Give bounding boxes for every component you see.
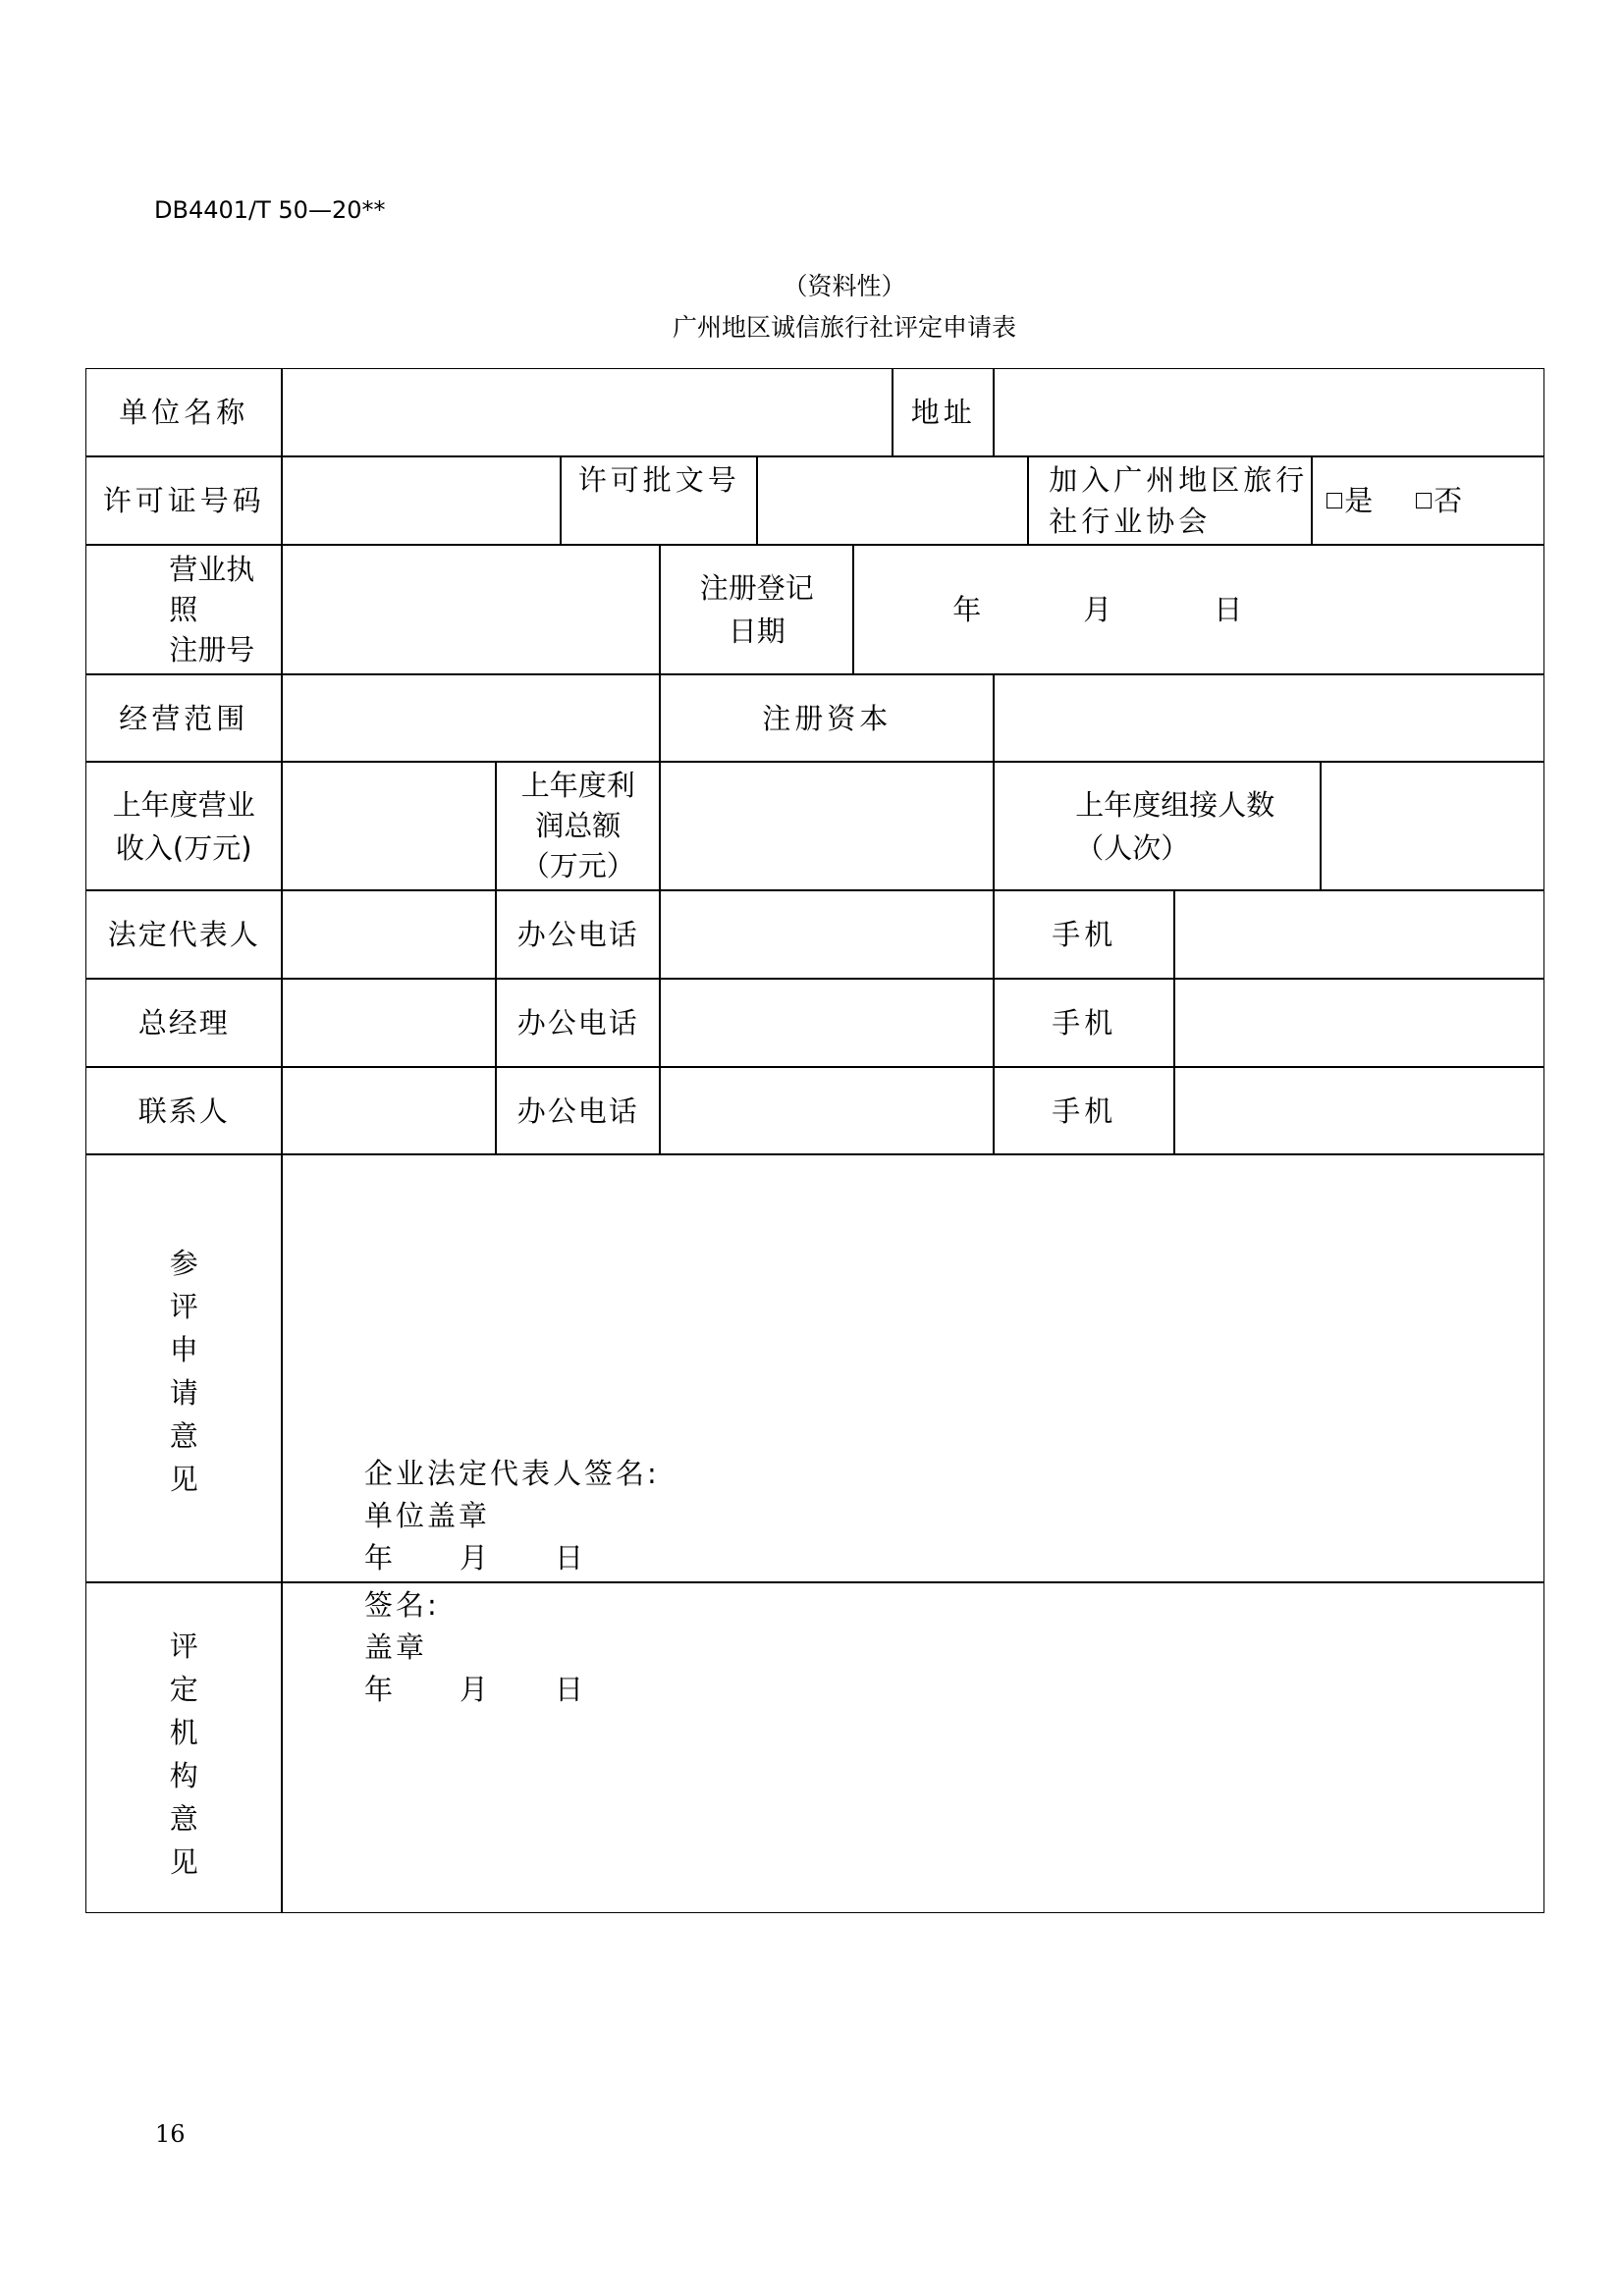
business-scope-label: 经营范围 — [85, 674, 282, 762]
association-choice — [1312, 456, 1544, 545]
label-line: 营业执 — [169, 552, 255, 586]
office-phone-label: 办公电话 — [496, 890, 660, 979]
label-char: 机 — [169, 1716, 198, 1750]
office-phone-label: 办公电话 — [496, 979, 660, 1067]
label-char: 见 — [169, 1463, 198, 1497]
label-line: （万元） — [520, 849, 635, 883]
contact-person-label: 联系人 — [85, 1067, 282, 1154]
legal-rep-label: 法定代表人 — [85, 890, 282, 979]
license-no-label: 许可证号码 — [85, 456, 282, 545]
business-license-field[interactable] — [282, 545, 660, 674]
general-manager-label: 总经理 — [85, 979, 282, 1067]
label-line: 润总额 — [535, 809, 622, 843]
profit-field[interactable] — [660, 762, 994, 890]
evaluator-signature-line: 签名: — [364, 1588, 440, 1622]
label-line: 收入(万元) — [115, 830, 252, 865]
revenue-label — [85, 762, 282, 890]
unit-name-field[interactable] — [282, 368, 893, 456]
visitors-field[interactable] — [1321, 762, 1544, 890]
label-char: 构 — [169, 1759, 198, 1793]
unit-name-label: 单位名称 — [85, 368, 282, 456]
legal-rep-name-field[interactable] — [282, 890, 496, 979]
form-subtitle: （资料性） — [783, 272, 906, 300]
year-label: 年 — [952, 593, 986, 627]
address-field[interactable] — [994, 368, 1544, 456]
business-scope-field[interactable] — [282, 674, 660, 762]
month-label: 月 — [460, 1541, 492, 1575]
day-label: 日 — [555, 1673, 587, 1706]
form-title: 广州地区诚信旅行社评定申请表 — [672, 313, 1016, 342]
office-phone-label: 办公电话 — [496, 1067, 660, 1154]
general-manager-office-phone-field[interactable] — [660, 979, 994, 1067]
label-line: 上年度利 — [520, 769, 635, 803]
applicant-seal-line: 单位盖章 — [364, 1499, 491, 1532]
association-no-option[interactable] — [1416, 480, 1466, 521]
month-label: 月 — [1083, 593, 1116, 627]
evaluator-seal-line: 盖章 — [364, 1630, 428, 1664]
label-char: 见 — [169, 1845, 198, 1880]
visitors-label — [994, 762, 1321, 890]
label-char: 定 — [169, 1673, 198, 1707]
revenue-field[interactable] — [282, 762, 496, 890]
registered-capital-field[interactable] — [994, 674, 1544, 762]
page-number: 16 — [155, 2120, 186, 2148]
label-line: 注册号 — [169, 632, 255, 667]
day-label: 日 — [1214, 593, 1247, 627]
month-label: 月 — [460, 1673, 492, 1706]
reg-date-field[interactable] — [853, 545, 1544, 674]
label-char: 评 — [169, 1290, 198, 1324]
association-yes-option[interactable] — [1326, 480, 1377, 521]
business-license-label — [85, 545, 282, 674]
association-label: 加入广州地区旅行社行业协会 — [1028, 456, 1312, 545]
contact-person-mobile-field[interactable] — [1174, 1067, 1544, 1154]
mobile-label: 手机 — [994, 979, 1174, 1067]
year-label: 年 — [364, 1541, 397, 1575]
general-manager-name-field[interactable] — [282, 979, 496, 1067]
label-char: 参 — [169, 1247, 198, 1281]
general-manager-mobile-field[interactable] — [1174, 979, 1544, 1067]
checkbox-icon[interactable] — [1326, 493, 1342, 508]
registered-capital-label: 注册资本 — [660, 674, 994, 762]
legal-rep-office-phone-field[interactable] — [660, 890, 994, 979]
label-line: 上年度组接人数 — [1075, 787, 1275, 822]
label-char: 请 — [169, 1376, 198, 1411]
application-opinion-label — [85, 1154, 282, 1582]
evaluation-opinion-label — [85, 1582, 282, 1913]
label-char: 评 — [169, 1629, 198, 1664]
mobile-label: 手机 — [994, 1067, 1174, 1154]
contact-person-office-phone-field[interactable] — [660, 1067, 994, 1154]
license-no-field[interactable] — [282, 456, 561, 545]
yes-label: 是 — [1344, 484, 1378, 518]
applicant-date-line — [364, 1537, 586, 1579]
mobile-label: 手机 — [994, 890, 1174, 979]
label-char: 意 — [169, 1802, 198, 1837]
label-line: 日期 — [728, 614, 785, 649]
day-label: 日 — [555, 1541, 587, 1575]
approval-no-label: 许可批文号 — [561, 456, 757, 545]
contact-person-name-field[interactable] — [282, 1067, 496, 1154]
approval-no-field[interactable] — [757, 456, 1028, 545]
applicant-signature-line: 企业法定代表人签名: — [364, 1457, 660, 1490]
year-label: 年 — [364, 1673, 397, 1706]
label-line: 注册登记 — [699, 571, 814, 606]
label-line: （人次） — [1075, 830, 1190, 865]
label-line: 照 — [169, 592, 198, 626]
reg-date-label — [660, 545, 853, 674]
no-label: 否 — [1434, 484, 1467, 518]
label-char: 意 — [169, 1419, 198, 1454]
evaluation-opinion-field[interactable] — [282, 1582, 1544, 1913]
checkbox-icon[interactable] — [1416, 493, 1432, 508]
legal-rep-mobile-field[interactable] — [1174, 890, 1544, 979]
label-line: 上年度营业 — [112, 787, 255, 822]
label-char: 申 — [169, 1333, 198, 1367]
document-id: DB4401/T 50—20** — [154, 196, 386, 224]
evaluator-date-line — [364, 1669, 586, 1711]
address-label: 地址 — [893, 368, 994, 456]
profit-label — [496, 762, 660, 890]
